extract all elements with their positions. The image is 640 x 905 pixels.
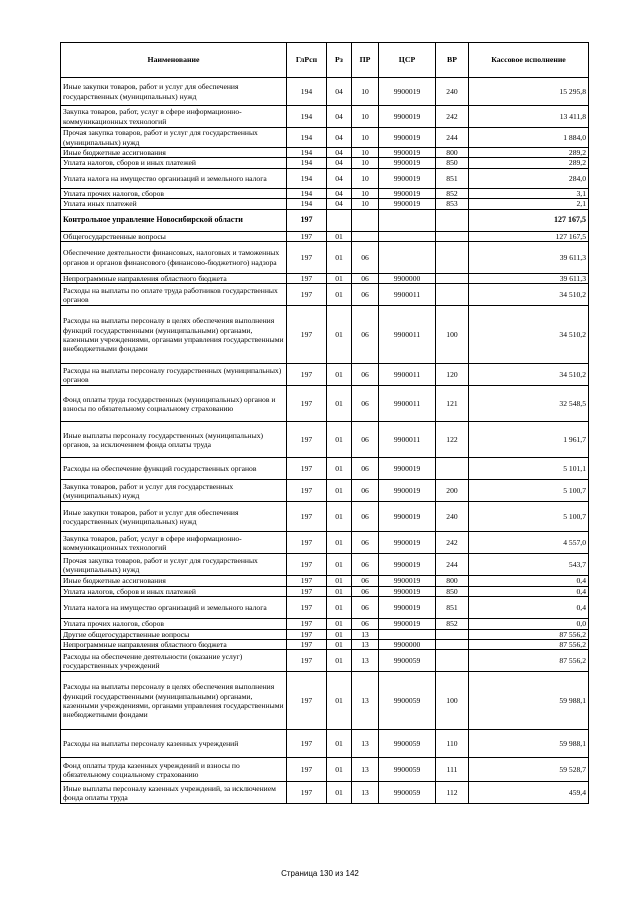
cell-sum: 543,7	[469, 554, 589, 576]
cell-rz: 01	[327, 284, 352, 306]
cell-rz: 01	[327, 306, 352, 364]
cell-sum: 5 100,7	[469, 502, 589, 532]
cell-csr: 9900011	[379, 422, 436, 458]
cell-sum: 34 510,2	[469, 306, 589, 364]
cell-sum: 289,2	[469, 158, 589, 168]
cell-rz: 04	[327, 168, 352, 188]
cell-vr: 110	[436, 730, 469, 758]
cell-pr: 06	[352, 364, 379, 386]
cell-csr: 9900059	[379, 650, 436, 672]
cell-vr	[436, 209, 469, 231]
table-row	[61, 597, 589, 619]
cell-sum: 59 988,1	[469, 730, 589, 758]
cell-glrsp: 197	[287, 231, 327, 241]
cell-vr: 853	[436, 199, 469, 209]
cell-sum: 34 510,2	[469, 284, 589, 306]
cell-glrsp: 194	[287, 106, 327, 128]
cell-vr: 200	[436, 480, 469, 502]
cell-sum: 459,4	[469, 782, 589, 804]
cell-glrsp: 197	[287, 586, 327, 596]
cell-name: Уплата прочих налогов, сборов	[61, 188, 287, 198]
cell-csr: 9900019	[379, 128, 436, 148]
cell-rz: 01	[327, 672, 352, 730]
cell-csr: 9900019	[379, 576, 436, 586]
table-row	[61, 128, 589, 148]
cell-name: Иные закупки товаров, работ и услуг для обеспечения государственных (муниципальных) нужд	[61, 78, 287, 106]
cell-vr	[436, 640, 469, 650]
header-vr: ВР	[436, 43, 469, 78]
cell-rz: 04	[327, 78, 352, 106]
cell-vr: 850	[436, 586, 469, 596]
cell-sum: 39 611,3	[469, 274, 589, 284]
cell-pr: 10	[352, 168, 379, 188]
cell-glrsp: 194	[287, 188, 327, 198]
cell-csr: 9900019	[379, 502, 436, 532]
cell-rz: 04	[327, 199, 352, 209]
cell-vr: 111	[436, 758, 469, 782]
cell-name: Иные выплаты персоналу государственных (муниципальных) органов, за исключением фонда оплаты труда	[61, 422, 287, 458]
cell-csr: 9900011	[379, 364, 436, 386]
table-row	[61, 199, 589, 209]
cell-glrsp: 197	[287, 672, 327, 730]
table-row	[61, 306, 589, 364]
cell-glrsp: 194	[287, 199, 327, 209]
cell-vr: 851	[436, 597, 469, 619]
table-row	[61, 168, 589, 188]
cell-pr: 06	[352, 619, 379, 629]
cell-csr: 9900019	[379, 188, 436, 198]
cell-rz: 04	[327, 148, 352, 158]
cell-sum: 0,4	[469, 586, 589, 596]
cell-name: Непрограммные направления областного бюджета	[61, 640, 287, 650]
cell-rz: 01	[327, 532, 352, 554]
cell-pr: 06	[352, 274, 379, 284]
cell-rz: 01	[327, 650, 352, 672]
cell-sum: 127 167,5	[469, 231, 589, 241]
table-row	[61, 148, 589, 158]
cell-vr: 800	[436, 576, 469, 586]
cell-vr	[436, 650, 469, 672]
cell-csr: 9900059	[379, 672, 436, 730]
cell-csr: 9900019	[379, 78, 436, 106]
cell-vr	[436, 242, 469, 274]
cell-glrsp: 194	[287, 128, 327, 148]
cell-name: Фонд оплаты труда казенных учреждений и взносы по обязательному социальному страхованию	[61, 758, 287, 782]
cell-vr: 851	[436, 168, 469, 188]
cell-rz	[327, 209, 352, 231]
table-row	[61, 576, 589, 586]
table-row	[61, 730, 589, 758]
cell-csr	[379, 629, 436, 639]
cell-rz: 01	[327, 619, 352, 629]
cell-rz: 01	[327, 586, 352, 596]
cell-rz: 01	[327, 576, 352, 586]
cell-sum: 2,1	[469, 199, 589, 209]
cell-csr	[379, 209, 436, 231]
cell-pr: 10	[352, 106, 379, 128]
cell-rz: 01	[327, 782, 352, 804]
cell-pr: 10	[352, 188, 379, 198]
cell-csr: 9900019	[379, 168, 436, 188]
table-row	[61, 502, 589, 532]
cell-glrsp: 197	[287, 629, 327, 639]
cell-glrsp: 197	[287, 650, 327, 672]
cell-rz: 01	[327, 480, 352, 502]
cell-name: Расходы на выплаты персоналу в целях обеспечения выполнения функций государственными (муниципальными) органами, казенными учреждениями, органами управления государственными внебюджетными фондами	[61, 306, 287, 364]
cell-csr	[379, 231, 436, 241]
cell-name: Обеспечение деятельности финансовых, налоговых и таможенных органов и органов финансового (финансово-бюджетного) надзора	[61, 242, 287, 274]
cell-rz: 01	[327, 640, 352, 650]
budget-table-container	[60, 42, 588, 804]
cell-sum: 4 557,0	[469, 532, 589, 554]
cell-glrsp: 197	[287, 532, 327, 554]
table-row	[61, 629, 589, 639]
cell-csr	[379, 242, 436, 274]
cell-csr: 9900019	[379, 106, 436, 128]
cell-sum: 87 556,2	[469, 629, 589, 639]
cell-pr: 13	[352, 758, 379, 782]
cell-vr: 244	[436, 128, 469, 148]
cell-rz: 01	[327, 364, 352, 386]
cell-name: Иные закупки товаров, работ и услуг для обеспечения государственных (муниципальных) нужд	[61, 502, 287, 532]
cell-vr	[436, 458, 469, 480]
cell-pr: 06	[352, 532, 379, 554]
cell-sum: 39 611,3	[469, 242, 589, 274]
header-rz: Рз	[327, 43, 352, 78]
cell-name: Уплата налога на имущество организаций и земельного налога	[61, 168, 287, 188]
cell-rz: 01	[327, 274, 352, 284]
cell-rz: 04	[327, 128, 352, 148]
table-row	[61, 386, 589, 422]
table-row	[61, 364, 589, 386]
cell-pr: 10	[352, 148, 379, 158]
cell-glrsp: 197	[287, 554, 327, 576]
cell-name: Иные бюджетные ассигнования	[61, 148, 287, 158]
table-row	[61, 758, 589, 782]
cell-name: Уплата налогов, сборов и иных платежей	[61, 586, 287, 596]
cell-sum: 0,4	[469, 576, 589, 586]
table-row	[61, 554, 589, 576]
cell-sum: 15 295,8	[469, 78, 589, 106]
table-row	[61, 458, 589, 480]
cell-csr: 9900011	[379, 306, 436, 364]
cell-vr: 852	[436, 188, 469, 198]
cell-pr: 13	[352, 730, 379, 758]
cell-vr: 120	[436, 364, 469, 386]
cell-csr: 9900000	[379, 274, 436, 284]
cell-name: Закупка товаров, работ, услуг в сфере информационно-коммуникационных технологий	[61, 532, 287, 554]
cell-name: Расходы на выплаты персоналу государственных (муниципальных) органов	[61, 364, 287, 386]
cell-rz: 01	[327, 458, 352, 480]
cell-pr: 06	[352, 386, 379, 422]
cell-vr: 122	[436, 422, 469, 458]
cell-csr: 9900059	[379, 782, 436, 804]
cell-pr: 06	[352, 576, 379, 586]
cell-vr: 852	[436, 619, 469, 629]
cell-pr: 13	[352, 629, 379, 639]
cell-csr: 9900019	[379, 597, 436, 619]
cell-name: Уплата налогов, сборов и иных платежей	[61, 158, 287, 168]
cell-vr: 100	[436, 306, 469, 364]
cell-glrsp: 197	[287, 458, 327, 480]
cell-csr: 9900019	[379, 532, 436, 554]
header-name: Наименование	[61, 43, 287, 78]
cell-glrsp: 194	[287, 168, 327, 188]
cell-glrsp: 197	[287, 274, 327, 284]
cell-rz: 01	[327, 422, 352, 458]
table-row	[61, 650, 589, 672]
cell-csr: 9900019	[379, 480, 436, 502]
cell-name: Общегосударственные вопросы	[61, 231, 287, 241]
table-row	[61, 231, 589, 241]
cell-pr: 06	[352, 597, 379, 619]
table-header-row	[61, 43, 589, 78]
cell-pr: 10	[352, 158, 379, 168]
cell-glrsp: 197	[287, 364, 327, 386]
header-cash-execution: Кассовое исполнение	[469, 43, 589, 78]
cell-vr: 242	[436, 532, 469, 554]
cell-glrsp: 197	[287, 640, 327, 650]
cell-sum: 289,2	[469, 148, 589, 158]
cell-name: Закупка товаров, работ и услуг для государственных (муниципальных) нужд	[61, 480, 287, 502]
cell-name: Расходы на обеспечение деятельности (оказание услуг) государственных учреждений	[61, 650, 287, 672]
cell-pr: 13	[352, 650, 379, 672]
cell-sum: 1 884,0	[469, 128, 589, 148]
table-row	[61, 480, 589, 502]
table-row	[61, 532, 589, 554]
cell-pr: 13	[352, 672, 379, 730]
cell-vr: 800	[436, 148, 469, 158]
cell-sum: 34 510,2	[469, 364, 589, 386]
cell-glrsp: 197	[287, 480, 327, 502]
table-row	[61, 106, 589, 128]
table-row	[61, 209, 589, 231]
cell-glrsp: 197	[287, 782, 327, 804]
cell-pr: 06	[352, 502, 379, 532]
cell-glrsp: 194	[287, 148, 327, 158]
table-row	[61, 672, 589, 730]
cell-name: Иные бюджетные ассигнования	[61, 576, 287, 586]
page-footer: Страница 130 из 142	[281, 869, 359, 878]
cell-sum: 127 167,5	[469, 209, 589, 231]
table-row	[61, 242, 589, 274]
cell-pr: 06	[352, 458, 379, 480]
cell-sum: 284,0	[469, 168, 589, 188]
cell-pr: 10	[352, 128, 379, 148]
cell-vr	[436, 231, 469, 241]
cell-vr	[436, 284, 469, 306]
cell-pr	[352, 231, 379, 241]
cell-glrsp: 197	[287, 502, 327, 532]
cell-name: Расходы на обеспечение функций государственных органов	[61, 458, 287, 480]
cell-vr	[436, 629, 469, 639]
cell-rz: 01	[327, 629, 352, 639]
cell-name: Уплата прочих налогов, сборов	[61, 619, 287, 629]
cell-csr: 9900011	[379, 284, 436, 306]
cell-glrsp: 197	[287, 730, 327, 758]
cell-sum: 0,4	[469, 597, 589, 619]
cell-rz: 01	[327, 386, 352, 422]
cell-vr: 240	[436, 78, 469, 106]
cell-glrsp: 197	[287, 209, 327, 231]
cell-name: Прочая закупка товаров, работ и услуг для государственных (муниципальных) нужд	[61, 128, 287, 148]
cell-name: Уплата иных платежей	[61, 199, 287, 209]
cell-glrsp: 197	[287, 619, 327, 629]
cell-name: Расходы на выплаты по оплате труда работников государственных органов	[61, 284, 287, 306]
cell-rz: 01	[327, 231, 352, 241]
table-row	[61, 586, 589, 596]
cell-rz: 04	[327, 188, 352, 198]
cell-vr: 100	[436, 672, 469, 730]
table-row	[61, 422, 589, 458]
cell-glrsp: 197	[287, 576, 327, 586]
cell-name: Фонд оплаты труда государственных (муниципальных) органов и взносы по обязательному социальному страхованию	[61, 386, 287, 422]
cell-pr: 13	[352, 782, 379, 804]
cell-pr: 06	[352, 480, 379, 502]
cell-vr: 240	[436, 502, 469, 532]
cell-sum: 13 411,8	[469, 106, 589, 128]
cell-csr: 9900019	[379, 458, 436, 480]
cell-csr: 9900011	[379, 386, 436, 422]
cell-sum: 87 556,2	[469, 640, 589, 650]
cell-pr: 10	[352, 199, 379, 209]
table-row	[61, 188, 589, 198]
cell-rz: 01	[327, 730, 352, 758]
cell-pr: 06	[352, 554, 379, 576]
cell-glrsp: 197	[287, 758, 327, 782]
cell-csr: 9900019	[379, 619, 436, 629]
cell-glrsp: 197	[287, 284, 327, 306]
cell-sum: 59 528,7	[469, 758, 589, 782]
cell-csr: 9900019	[379, 199, 436, 209]
cell-rz: 04	[327, 106, 352, 128]
cell-csr: 9900000	[379, 640, 436, 650]
cell-pr: 06	[352, 284, 379, 306]
cell-glrsp: 194	[287, 78, 327, 106]
cell-glrsp: 194	[287, 158, 327, 168]
cell-pr: 13	[352, 640, 379, 650]
cell-glrsp: 197	[287, 597, 327, 619]
table-row	[61, 274, 589, 284]
table-row	[61, 782, 589, 804]
cell-pr: 10	[352, 78, 379, 106]
cell-sum: 3,1	[469, 188, 589, 198]
cell-vr: 112	[436, 782, 469, 804]
table-row	[61, 158, 589, 168]
cell-rz: 01	[327, 502, 352, 532]
cell-sum: 0,0	[469, 619, 589, 629]
budget-table	[60, 42, 589, 804]
cell-glrsp: 197	[287, 386, 327, 422]
cell-rz: 01	[327, 597, 352, 619]
cell-vr: 244	[436, 554, 469, 576]
cell-sum: 59 988,1	[469, 672, 589, 730]
cell-csr: 9900019	[379, 158, 436, 168]
cell-vr: 850	[436, 158, 469, 168]
cell-sum: 1 961,7	[469, 422, 589, 458]
cell-glrsp: 197	[287, 242, 327, 274]
cell-csr: 9900019	[379, 586, 436, 596]
cell-rz: 01	[327, 242, 352, 274]
cell-sum: 5 100,7	[469, 480, 589, 502]
header-pr: ПР	[352, 43, 379, 78]
header-glrsp: ГлРсп	[287, 43, 327, 78]
cell-pr	[352, 209, 379, 231]
cell-name: Уплата налога на имущество организаций и земельного налога	[61, 597, 287, 619]
cell-pr: 06	[352, 306, 379, 364]
cell-csr: 9900059	[379, 758, 436, 782]
table-row	[61, 78, 589, 106]
cell-glrsp: 197	[287, 422, 327, 458]
table-row	[61, 619, 589, 629]
header-csr: ЦСР	[379, 43, 436, 78]
cell-sum: 32 548,5	[469, 386, 589, 422]
cell-vr: 121	[436, 386, 469, 422]
cell-glrsp: 197	[287, 306, 327, 364]
cell-name: Расходы на выплаты персоналу в целях обеспечения выполнения функций государственными (муниципальными) органами, казенными учреждениями, органами управления государственными внебюджетными фондами	[61, 672, 287, 730]
cell-name: Прочая закупка товаров, работ и услуг для государственных (муниципальных) нужд	[61, 554, 287, 576]
cell-rz: 04	[327, 158, 352, 168]
cell-rz: 01	[327, 758, 352, 782]
cell-csr: 9900019	[379, 148, 436, 158]
table-body	[61, 78, 589, 804]
table-row	[61, 640, 589, 650]
cell-name: Контрольное управление Новосибирской области	[61, 209, 287, 231]
cell-vr	[436, 274, 469, 284]
cell-rz: 01	[327, 554, 352, 576]
table-row	[61, 284, 589, 306]
cell-name: Иные выплаты персоналу казенных учреждений, за исключением фонда оплаты труда	[61, 782, 287, 804]
cell-csr: 9900059	[379, 730, 436, 758]
cell-pr: 06	[352, 422, 379, 458]
cell-name: Закупка товаров, работ, услуг в сфере информационно-коммуникационных технологий	[61, 106, 287, 128]
cell-sum: 87 556,2	[469, 650, 589, 672]
cell-sum: 5 101,1	[469, 458, 589, 480]
cell-pr: 06	[352, 242, 379, 274]
cell-name: Непрограммные направления областного бюджета	[61, 274, 287, 284]
cell-name: Расходы на выплаты персоналу казенных учреждений	[61, 730, 287, 758]
cell-vr: 242	[436, 106, 469, 128]
cell-csr: 9900019	[379, 554, 436, 576]
cell-name: Другие общегосударственные вопросы	[61, 629, 287, 639]
cell-pr: 06	[352, 586, 379, 596]
